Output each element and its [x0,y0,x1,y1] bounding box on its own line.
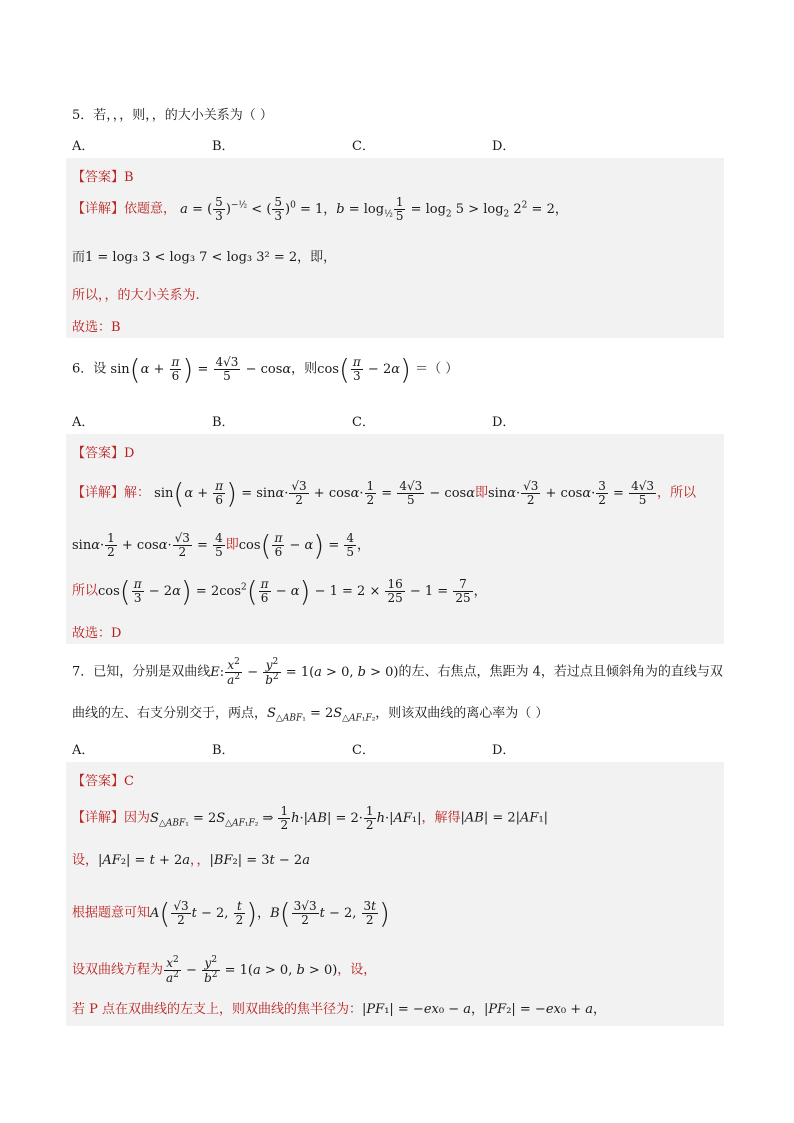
q7-formula-3: |AF₂| = t + 2a [98,853,191,868]
q6-option-b: B． [212,415,235,430]
q7-answer-label: 【答案】 [72,774,125,789]
q7-set-1: 设， [72,853,99,868]
q6-formula-3: sinα· $\frac{1}{2}$ + cosα· $\frac{√3}{2}$ = $\frac{4}{5}$ [72,531,223,559]
q7-detail-line-2 [72,849,310,868]
q6-detail-line-3 [72,574,487,608]
q7-formula-curve: E: $\frac{x^2}{a^2}$ − $\frac{y^2}{b^2}$ = 1(a > 0, b > 0) [210,657,399,687]
q5-option-b: B． [212,139,235,154]
q7-stem-c: 曲线的左、右支分别交于，两点， [72,706,268,721]
q6-stem [72,352,459,386]
q7-option-b: B． [212,743,235,758]
q6-formula-1: sin(α + $\frac{\pi}{6}$ ) = sinα· $\frac{√3}{2}$ + cosα· $\frac{1}{2}$ = $\frac{4√3}{5}$ − cosα [154,476,475,510]
q6-stem-prefix: 6．设 [72,361,107,377]
q7-answer-value: C [124,774,134,789]
q7-line-b: 设双曲线方程为 [72,962,164,978]
q7-detail-line-1 [72,805,548,831]
q6-formula-4: cos( $\frac{\pi}{6}$ − α) = $\frac{4}{5}$ ， [238,528,371,562]
q6-ji-1: 即 [474,485,488,501]
q7-stem-b: 的左、右焦点，焦距为 4，若过点且倾斜角为的直线与双 [398,664,723,680]
q5-detail-label: 【详解】 [72,201,125,217]
q7-detail-line-4 [72,956,376,984]
q6-option-d: D． [492,415,516,430]
q6-option-a: A． [72,415,95,430]
q7-formula-2: |AB| = 2|AF₁| [460,810,549,826]
q7-formula-1: $S_{\triangle ABF_1} = 2S_{\triangle AF_1F_2}$ ⇒ $\frac{1}{2}$ h·|AB| = 2· $\frac{1}{2}$ h·|AF₁| [150,804,422,832]
q5-detail-line-3: 所以，，的大小关系为. [72,288,200,303]
q6-line3-prefix: 所以 [72,583,99,599]
q5-detail-line-2: 而1 = log₃ 3 < log₃ 7 < log₃ 3² = 2，即， [72,250,337,265]
q5-formula-a: a = ( $\frac{5}{3}$ )$^{-\frac{1}{2}}$ < ( $\frac{5}{3}$ )$^0$ = 1，$b = \log_{\frac{1}{2}}$ $\frac{1}{5}$ = $\log_2 5 > \log_2 2^2 = 2$， [180,195,568,223]
q6-detail-line-1 [72,476,696,510]
q7-formula-5: A( $\frac{√3}{2}$ t − 2, $\frac{t}{2}$ )，B( $\frac{3√3}{2}$ t − 2, $\frac{3t}{2}$ ) [150,896,390,930]
q7-option-d: D． [492,743,516,758]
q6-stem-mid: ，则 [291,361,318,377]
q5-stem: 5．若，，，则，，的大小关系为（ ） [72,108,273,123]
q7-answer-panel [66,762,724,1026]
q6-answer [72,442,134,461]
q6-detail-label: 【详解】 [72,485,125,501]
q6-answer-value: D [124,446,135,461]
q7-formula-4: |BF₂| = 3t − 2a [209,853,310,868]
q7-set-2: ，， [190,853,210,868]
q5-options [72,135,724,155]
q5-detail-intro: 依题意， [124,201,177,217]
q7-detail-line-3 [72,896,390,930]
q6-options [72,411,724,431]
q5-answer-value: B [124,170,134,185]
q6-answer-label: 【答案】 [72,446,125,461]
q7-line-a: 根据题意可知 [72,905,151,921]
q5-option-d: D． [492,139,516,154]
q7-detail-line-5 [72,998,606,1017]
q5-detail-line-1 [72,196,568,222]
q7-detail-a: 因为 [124,810,151,826]
q7-detail-label: 【详解】 [72,810,125,826]
q6-choose: 故选：D [72,626,122,641]
q7-options [72,739,724,759]
q5-answer-label: 【答案】 [72,170,125,185]
q7-option-a: A． [72,743,95,758]
q6-suoyi: ，所以 [656,485,696,501]
q6-formula-5: cos( $\frac{\pi}{3}$ − $2\alpha) = 2\cos^2$( $\frac{\pi}{6}$ − α) − 1 = 2 × $\frac{16}{25}$ − 1 = $\frac{7}{25}$ ， [98,574,487,608]
q6-formula-stem: sin(α + $\frac{\pi}{6}$ ) = $\frac{4√3}{5}$ − cosα [110,352,292,386]
q7-formula-area: $S_{\triangle ABF_1} = 2S_{\triangle AF_1F_2}$ [267,706,376,724]
q6-formula-ask: cos( $\frac{\pi}{3}$ − 2α) [317,352,411,386]
q5-answer [72,166,134,185]
q5-option-a: A． [72,139,95,154]
q6-detail-line-2 [72,528,371,562]
q5-choose: 故选：B [72,320,121,335]
q6-stem-suffix: ＝（ ） [410,361,459,377]
q7-answer [72,770,134,789]
q7-stem-line-2 [72,702,548,724]
q6-ji-2: 即 [225,537,239,553]
q7-detail-b: ，解得 [421,810,461,826]
q7-stem-line-1 [72,658,723,686]
q7-line-b2: ，设， [337,962,377,978]
q6-formula-2: sinα· $\frac{√3}{2}$ + cosα· $\frac{3}{2}$ = $\frac{4√3}{5}$ [487,479,654,507]
q6-option-c: C． [352,415,375,430]
q7-formula-6: $\frac{x^2}{a^2}$ − $\frac{y^2}{b^2}$ = 1(a > 0, b > 0) [166,955,338,985]
q7-formula-7: |PF₁| = −ex₀ − a，|PF₂| = −ex₀ + a， [362,1002,607,1017]
q7-option-c: C． [352,743,375,758]
q7-stem-d: ，则该双曲线的离心率为（ ） [375,706,549,721]
q7-line-c: 若 P 点在双曲线的左支上，则双曲线的焦半径为： [72,1002,363,1017]
q7-stem-a: 7．已知，分别是双曲线 [72,664,211,680]
q6-detail-intro: 解： [124,485,151,501]
q5-option-c: C． [352,139,375,154]
